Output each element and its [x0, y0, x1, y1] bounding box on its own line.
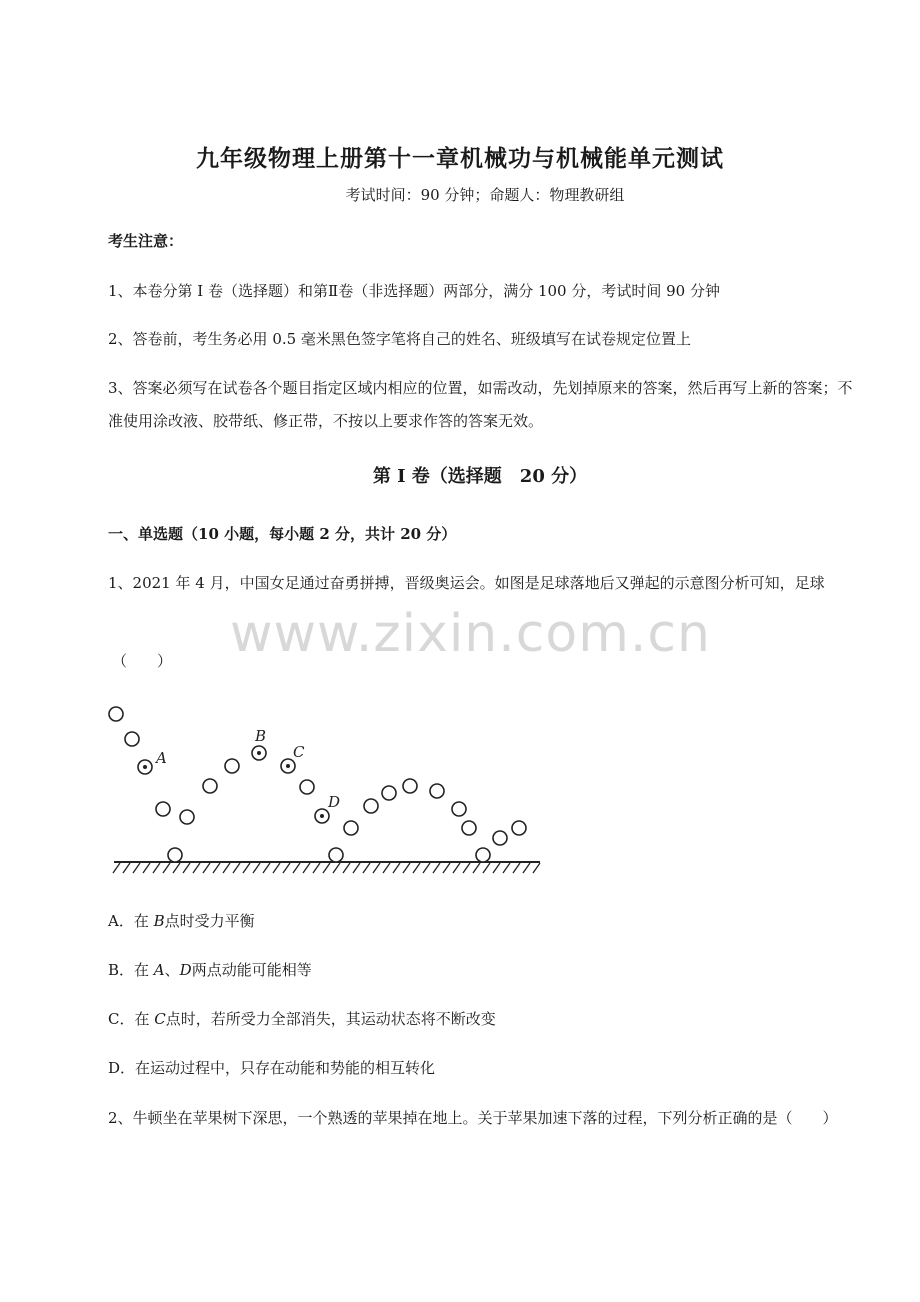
option-C-prefix: C．在	[108, 1010, 155, 1028]
notice-item-2: 2、答卷前，考生务必用 0.5 毫米黑色签字笔将自己的姓名、班级填写在试卷规定位置上	[108, 330, 691, 348]
option-C[interactable]	[108, 1003, 868, 1036]
label-A: A	[156, 749, 167, 767]
option-D[interactable]: D．在运动过程中，只存在动能和势能的相互转化	[108, 1059, 436, 1077]
ground-hatching	[113, 863, 540, 873]
option-A-suffix: 点时受力平衡	[164, 912, 255, 930]
label-D: D	[328, 793, 341, 811]
ball-bounce-figure	[100, 695, 550, 880]
question-2-stem: 2、牛顿坐在苹果树下深思，一个熟透的苹果掉在地上。关于苹果加速下落的过程，下列分析正确的是（ ）	[108, 1109, 838, 1127]
label-C: C	[293, 743, 305, 761]
option-B[interactable]	[108, 954, 868, 987]
ball-positions	[109, 707, 526, 862]
option-B-var2: D	[179, 961, 192, 979]
notice-heading: 考生注意：	[108, 232, 184, 250]
option-B-var1: A	[153, 961, 165, 979]
option-C-suffix: 点时，若所受力全部消失，其运动状态将不断改变	[165, 1010, 496, 1028]
question-1-stem: 1、2021 年 4 月，中国女足通过奋勇拼搏，晋级奥运会。如图是足球落地后又弹起的示意图分析可知，足球	[108, 574, 825, 592]
label-B: B	[255, 727, 267, 745]
notice-item-3: 3、答案必须写在试卷各个题目指定区域内相应的位置，如需改动，先划掉原来的答案，然后再写上新的答案；不准使用涂改液、胶带纸、修正带，不按以上要求作答的答案无效。	[108, 379, 853, 430]
section-title: 第 I 卷（选择题 20 分）	[372, 466, 588, 487]
part-heading: 一、单选题（10 小题，每小题 2 分，共计 20 分）	[108, 525, 457, 543]
question-1-blank: （ ）	[112, 652, 173, 670]
page-title: 九年级物理上册第十一章机械功与机械能单元测试	[196, 145, 724, 172]
option-B-mid: 、	[164, 961, 180, 979]
option-B-prefix: B．在	[108, 961, 154, 979]
watermark: www.zixin.com.cn	[230, 604, 711, 664]
option-A[interactable]	[108, 905, 868, 938]
option-C-var: C	[154, 1010, 166, 1028]
option-A-var: B	[153, 912, 165, 930]
exam-info: 考试时间：90 分钟；命题人：物理教研组	[345, 186, 625, 204]
option-B-suffix: 两点动能可能相等	[191, 961, 312, 979]
notice-item-1: 1、本卷分第 I 卷（选择题）和第Ⅱ卷（非选择题）两部分，满分 100 分，考试时间 90 分钟	[108, 282, 720, 300]
option-A-prefix: A．在	[108, 912, 154, 930]
